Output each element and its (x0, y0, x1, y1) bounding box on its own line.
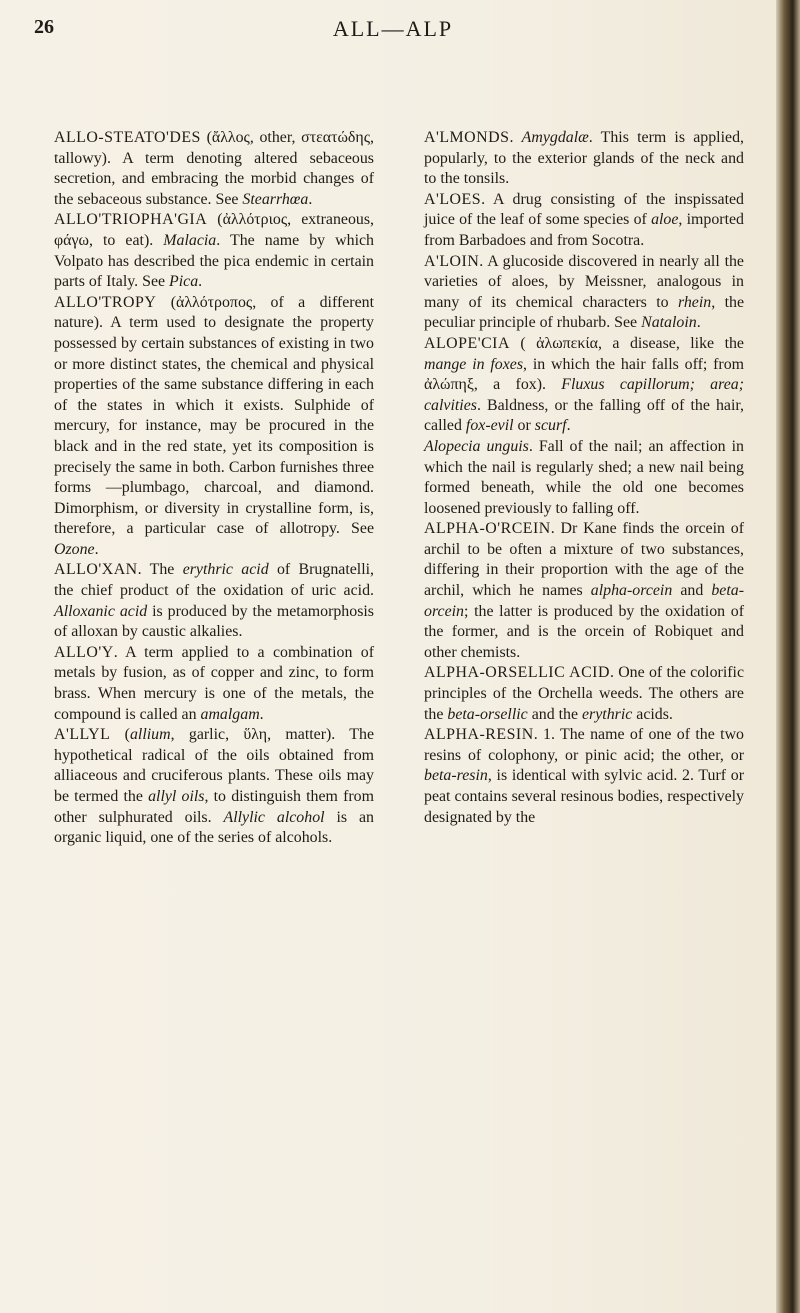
entry-headword: A'LOIN (424, 252, 480, 270)
entry-headword: A'LLYL (54, 726, 111, 744)
right-column (424, 128, 744, 828)
entry-headword: ALLO'Y (54, 643, 114, 661)
entry-reference: Ozone (54, 540, 95, 558)
entry-text: of Brugnatelli, the chief product of the oxidation of uric acid. (54, 561, 375, 600)
entry-text: . A term applied to a combination of metals by fusion, as of copper and zinc, to form brass. When mercury is one of the metals, the compound is called an (54, 643, 374, 723)
dictionary-entry (424, 252, 744, 334)
entry-text: (ἀλλότροπος, of a different nature). A term used to designate the property possessed by certain substances of existing in two or more distinct states, the chemical and physical properties of the same substance differing in each of the states in which it exists. Sulphide of mercury, for instance, may be procured in the black and in the red state, yet its composition is precisely the same in both. Carbon furnishes three forms —plumbago, charcoal, and diamond. Dimorphism, or diversity in crystalline form, is, therefore, a particular case of allotropy. See (54, 293, 374, 538)
dictionary-entry (424, 663, 744, 725)
entry-reference: Pica (169, 273, 199, 291)
entry-text: ; the latter is produced by the oxidation of the former, and is the orcein of Robiquet and other chemists. (424, 602, 744, 661)
entry-text: . (198, 273, 203, 291)
entry-headword: ALLO'TRIOPHA'GIA (54, 211, 208, 229)
entry-text: . A glucoside discovered in nearly all the varieties of aloes, by Meissner, analogous in many of its chemical characters to (424, 252, 744, 311)
entry-reference: Allylic alcohol (223, 808, 325, 826)
dictionary-entry (54, 643, 374, 725)
entry-reference: fox-evil (465, 417, 514, 435)
dictionary-entry (54, 210, 374, 292)
entry-text: , to distinguish them from other sulphurated oils. (54, 788, 374, 826)
entry-text: ( ἀλωπεκία, a disease, like the (509, 334, 744, 352)
entry-text: (ἄλλος, other, στεατώδης, tallowy). A term denoting altered sebaceous secretion, and embracing the morbid changes of the sebaceous substance. See (54, 129, 374, 208)
dictionary-entry (424, 437, 744, 519)
entry-reference: Stearrhœa (242, 190, 309, 208)
entry-reference: Alopecia unguis (424, 437, 529, 455)
dictionary-entry (424, 128, 744, 190)
entry-text: , imported from Barbadoes and from Socotra. (424, 211, 744, 249)
entry-reference: beta-resin (424, 767, 488, 785)
entry-reference: beta-orsellic (447, 705, 528, 723)
entry-reference: amalgam (200, 705, 260, 723)
entry-headword: ALLO'TROPY (54, 293, 157, 311)
entry-reference: allyl oils (148, 788, 205, 805)
page-edge-shadow (776, 0, 800, 1313)
dictionary-entry (424, 725, 744, 828)
entry-reference: Nataloin (641, 314, 697, 332)
entry-text: . Fall of the nail; an affection in which the nail is regularly shed; a new nail being formed beneath, while the old one becomes loosened previously to falling off. (424, 437, 744, 517)
entry-text: . (696, 314, 701, 332)
entry-headword: ALPHA-O'RCEIN (424, 520, 551, 538)
entry-reference: Fluxus capillorum; area; calvities (424, 376, 744, 414)
dictionary-entry (54, 560, 374, 642)
entry-text: , the peculiar principle of rhubarb. See (424, 293, 745, 332)
dictionary-entry (54, 293, 374, 561)
entry-reference: Malacia (163, 231, 217, 249)
entry-text: . (308, 190, 313, 208)
page-header (34, 16, 752, 50)
dictionary-entry (54, 725, 374, 849)
entry-text: . (566, 417, 571, 435)
entry-reference: beta-orcein (424, 582, 745, 620)
dictionary-entry (424, 519, 744, 663)
entry-text: . (94, 540, 99, 558)
entry-reference: alpha-orcein (590, 582, 673, 600)
entry-reference: scurf (534, 417, 567, 435)
dictionary-entry (424, 334, 744, 437)
entry-text: . A drug consisting of the inspissated juice of the leaf of some species of (424, 190, 744, 229)
entry-headword: ALLO'XAN (54, 561, 138, 579)
entry-text: . (509, 129, 522, 146)
dictionary-entry (424, 190, 744, 252)
entry-reference: allium (129, 726, 171, 744)
entry-text: or (513, 417, 535, 435)
entry-headword: ALPHA-RESIN (424, 726, 534, 744)
entry-headword: A'LOES (424, 190, 482, 208)
entry-text: . One of the colorific principles of the Orchella weeds. The others are the (424, 664, 744, 723)
page-number: 26 (34, 16, 54, 38)
running-head: ALL—ALP (332, 16, 454, 41)
entry-reference: Alloxanic acid (54, 602, 148, 620)
entry-text: . 1. The name of one of the two resins of colophony, or pinic acid; the other, or (424, 726, 744, 764)
entry-text: and (672, 582, 712, 600)
entry-headword: ALOPE'CIA (424, 334, 510, 352)
entry-text: , in which the hair falls off; from ἀλώπηξ, a fox). (424, 355, 744, 394)
entry-text: , is identical with sylvic acid. 2. Turf or peat contains several resinous bodies, respectively designated by the (424, 767, 744, 826)
entry-text: acids. (632, 705, 673, 723)
entry-reference: erythric acid (182, 561, 269, 579)
entry-text: . Dr Kane finds the orcein of archil to be often a mixture of two substances, differing in their proportion with the age of the archil, which he names (424, 520, 744, 600)
entry-headword: ALPHA-ORSELLIC ACID (424, 664, 610, 682)
entry-text: . The name by which Volpato has described the pica endemic in certain parts of Italy. See (54, 231, 375, 291)
entry-text: . This term is applied, popularly, to the exterior glands of the neck and to the tonsils. (424, 129, 744, 188)
entry-text: . Baldness, or the falling off of the hair, called (424, 396, 744, 435)
entry-reference: rhein (677, 293, 712, 311)
entry-reference: Amygdalæ (521, 129, 589, 146)
left-column (54, 128, 374, 849)
entry-text: , garlic, ὕλη, matter). The hypothetical radical of the oils obtained from alliaceous and cruciferous plants. These oils may be termed the (54, 726, 375, 805)
entry-text: (ἀλλότριος, extraneous, φάγω, to eat). (54, 211, 374, 249)
entry-text: is produced by the metamorphosis of alloxan by caustic alkalies. (54, 602, 374, 641)
entry-text: . The (137, 561, 183, 579)
entry-text: is an organic liquid, one of the series of alcohols. (54, 808, 375, 847)
entry-headword: ALLO-STEATO'DES (54, 129, 201, 146)
entry-text: . (259, 705, 264, 723)
entry-text: and the (527, 705, 582, 723)
dictionary-entry (54, 128, 374, 210)
entry-reference: aloe (651, 211, 679, 229)
entry-text: ( (110, 726, 130, 744)
entry-headword: A'LMONDS (424, 129, 510, 146)
entry-reference: erythric (582, 705, 633, 723)
entry-reference: mange in foxes (424, 355, 524, 373)
